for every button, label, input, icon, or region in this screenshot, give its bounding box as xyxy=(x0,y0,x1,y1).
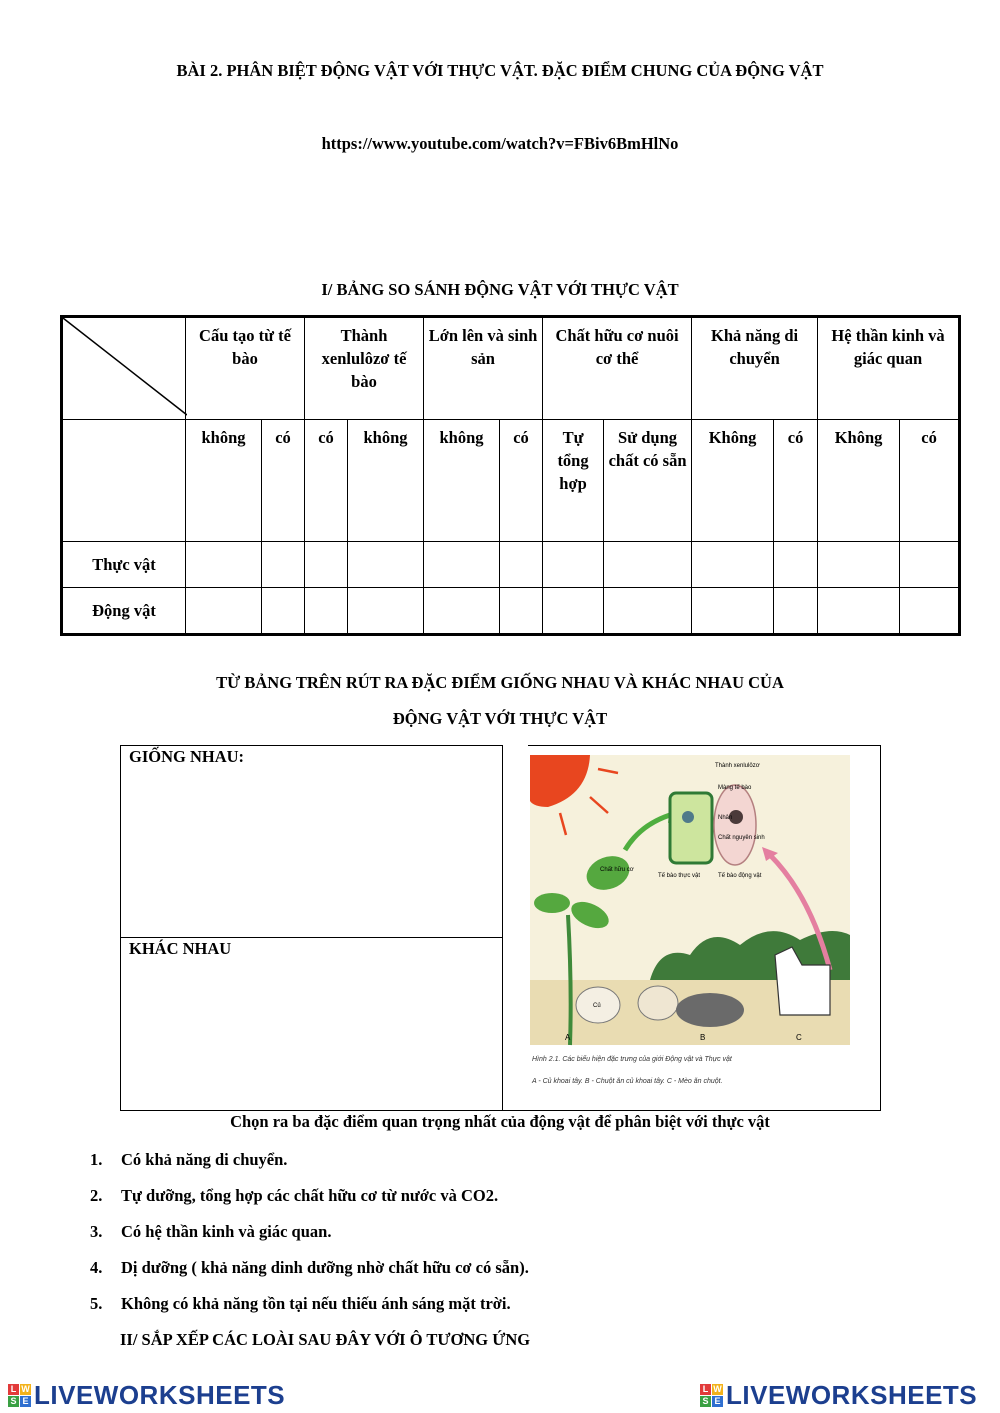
option-item[interactable]: 2. Tự dưỡng, tổng hợp các chất hữu cơ từ nước và CO2. xyxy=(90,1186,499,1205)
video-link[interactable]: https://www.youtube.com/watch?v=FBiv6BmHlNo xyxy=(321,134,679,153)
box-border xyxy=(880,745,881,1111)
plant-leaf xyxy=(534,893,570,913)
answer-cell[interactable] xyxy=(500,541,543,587)
subheader-cell: Không xyxy=(818,420,900,542)
answer-cell[interactable] xyxy=(604,541,692,587)
answer-cell[interactable] xyxy=(262,541,305,587)
answer-cell[interactable] xyxy=(186,541,262,587)
subheader-cell: có xyxy=(262,420,305,542)
answer-cell[interactable] xyxy=(262,587,305,634)
subheader-cell: có xyxy=(500,420,543,542)
option-item[interactable]: 4. Dị dưỡng ( khả năng dinh dưỡng nhờ chất hữu cơ có sẵn). xyxy=(90,1258,529,1277)
box-border xyxy=(503,1110,881,1111)
logo-mark-icon: L W S E xyxy=(8,1384,31,1407)
rat-shape xyxy=(676,993,744,1027)
table-corner-cell xyxy=(62,317,186,420)
box-divider xyxy=(120,937,503,938)
answer-cell[interactable] xyxy=(348,587,424,634)
answer-cell[interactable] xyxy=(543,587,604,634)
answer-cell[interactable] xyxy=(348,541,424,587)
row-label-animal: Động vật xyxy=(62,587,186,634)
answer-cell[interactable] xyxy=(900,587,960,634)
svg-text:B: B xyxy=(700,1033,706,1042)
differences-label: KHÁC NHAU xyxy=(129,939,232,958)
comparison-table xyxy=(60,315,961,636)
answer-cell[interactable] xyxy=(818,587,900,634)
similarities-label: GIỐNG NHAU: xyxy=(129,747,245,766)
answer-cell[interactable] xyxy=(604,587,692,634)
answer-cell[interactable] xyxy=(186,587,262,634)
subheader-cell: Tự tổng hợp xyxy=(543,420,604,542)
box-border xyxy=(857,745,881,746)
answer-cell[interactable] xyxy=(692,587,774,634)
box-border xyxy=(528,745,857,746)
answer-cell[interactable] xyxy=(305,587,348,634)
answer-cell[interactable] xyxy=(692,541,774,587)
conclusion-line-1: TỪ BẢNG TRÊN RÚT RA ĐẶC ĐIỂM GIỐNG NHAU VÀ KHÁC NHAU CỦA xyxy=(216,673,784,692)
svg-text:A: A xyxy=(565,1033,571,1042)
svg-text:Tế bào động vật: Tế bào động vật xyxy=(718,873,762,879)
svg-text:Tế bào thực vật: Tế bào thực vật xyxy=(658,873,701,879)
header-cell-growth: Lớn lên và sinh sản xyxy=(424,317,543,420)
plant-cell xyxy=(670,793,712,863)
answer-cell[interactable] xyxy=(424,587,500,634)
header-cell-nervous-system: Hệ thần kinh và giác quan xyxy=(818,317,960,420)
potato-shape xyxy=(638,986,678,1020)
row-label-plant: Thực vật xyxy=(62,541,186,587)
plant-animal-illustration xyxy=(530,755,850,1095)
answer-cell[interactable] xyxy=(305,541,348,587)
answer-cell[interactable] xyxy=(900,541,960,587)
figure-legend: A - Củ khoai tây. B - Chuột ăn củ khoai tây. C - Mèo ăn chuột. xyxy=(532,1078,723,1085)
svg-text:Củ: Củ xyxy=(593,1003,601,1009)
option-item[interactable]: 3. Có hệ thần kinh và giác quan. xyxy=(90,1222,332,1241)
subheader-cell: Sử dụng chất có sẵn xyxy=(604,420,692,542)
subheader-cell: có xyxy=(900,420,960,542)
subheader-cell: không xyxy=(348,420,424,542)
corner-diagonal-line xyxy=(63,318,187,417)
answer-box[interactable] xyxy=(120,745,503,1111)
animal-cell xyxy=(714,785,756,865)
header-cell-structure: Cấu tạo từ tế bào xyxy=(186,317,305,420)
header-cell-cellulose: Thành xenlulôzơ tế bào xyxy=(305,317,424,420)
subheader-cell: Không xyxy=(692,420,774,542)
subheader-cell: có xyxy=(774,420,818,542)
logo-mark-icon: L W S E xyxy=(700,1384,723,1407)
answer-cell[interactable] xyxy=(424,541,500,587)
svg-text:C: C xyxy=(796,1033,802,1042)
section2-title: II/ SẮP XẾP CÁC LOÀI SAU ĐÂY VỚI Ô TƯƠNG ỨNG xyxy=(120,1330,531,1349)
answer-cell[interactable] xyxy=(818,541,900,587)
section1-title: I/ BẢNG SO SÁNH ĐỘNG VẬT VỚI THỰC VẬT xyxy=(321,280,679,299)
svg-text:Chất hữu cơ: Chất hữu cơ xyxy=(600,867,634,873)
option-item[interactable]: 1. Có khả năng di chuyển. xyxy=(90,1150,288,1169)
header-cell-movement: Khả năng di chuyển xyxy=(692,317,818,420)
option-item[interactable]: 5. Không có khả năng tồn tại nếu thiếu ánh sáng mặt trời. xyxy=(90,1294,511,1313)
subheader-cell: không xyxy=(424,420,500,542)
answer-cell[interactable] xyxy=(543,541,604,587)
conclusion-line-2: ĐỘNG VẬT VỚI THỰC VẬT xyxy=(392,709,608,728)
liveworksheets-logo: L W S E LIVEWORKSHEETS xyxy=(8,1380,285,1410)
subheader-empty-cell xyxy=(62,420,186,542)
svg-text:Màng tế bào: Màng tế bào xyxy=(718,785,752,791)
answer-cell[interactable] xyxy=(500,587,543,634)
figure-caption: Hình 2.1. Các biểu hiện đặc trưng của giới Động vật và Thực vật xyxy=(532,1056,732,1063)
worksheet-title: BÀI 2. PHÂN BIỆT ĐỘNG VẬT VỚI THỰC VẬT. ĐẶC ĐIỂM CHUNG CỦA ĐỘNG VẬT xyxy=(176,61,824,80)
options-list xyxy=(90,1148,529,1328)
liveworksheets-logo: L W S E LIVEWORKSHEETS xyxy=(700,1380,977,1410)
answer-cell[interactable] xyxy=(774,587,818,634)
svg-text:Chất nguyên sinh: Chất nguyên sinh xyxy=(718,835,765,841)
subheader-cell: không xyxy=(186,420,262,542)
answer-cell[interactable] xyxy=(774,541,818,587)
svg-text:Nhân: Nhân xyxy=(718,815,733,821)
choose-instruction: Chọn ra ba đặc điểm quan trọng nhất của động vật để phân biệt với thực vật xyxy=(230,1112,770,1131)
header-cell-nutrition: Chất hữu cơ nuôi cơ thể xyxy=(543,317,692,420)
svg-text:Thành xenlulôzơ: Thành xenlulôzơ xyxy=(715,763,760,769)
subheader-cell: có xyxy=(305,420,348,542)
